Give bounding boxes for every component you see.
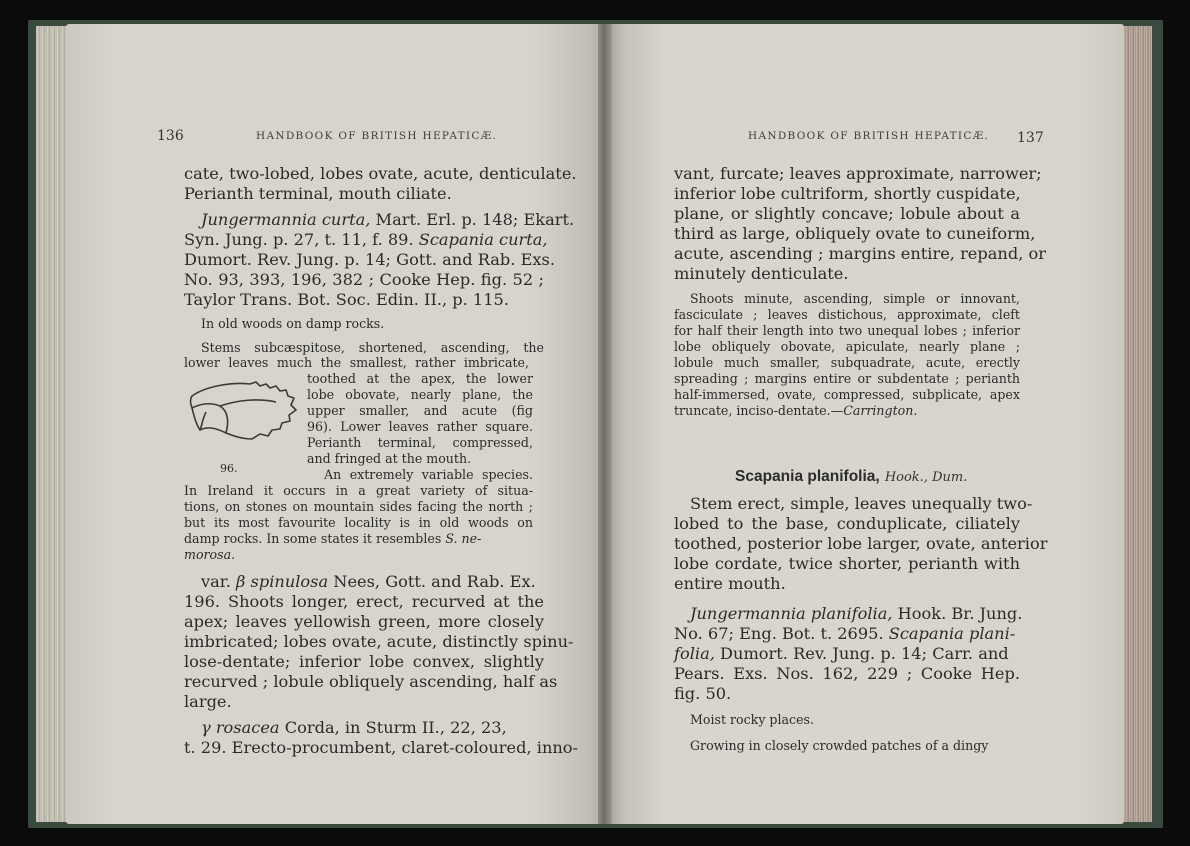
ref-text: Hook. Br. Jung. — [892, 604, 1023, 623]
reference-line: fig. 50. — [674, 684, 732, 703]
ref-taxon: folia, — [674, 644, 715, 663]
variety-line: large. — [184, 692, 232, 711]
ref-text: No. 67; Eng. Bot. t. 2695. — [674, 624, 889, 643]
text-line: acute, ascending ; margins entire, repand, or — [674, 244, 1046, 263]
variety-line: t. 29. Erecto-procumbent, claret-coloured, inno- — [184, 738, 579, 757]
desc-line: Stems subcæspitose, shortened, ascending, the — [201, 340, 544, 355]
small-text-line: lobule much smaller, subquadrate, acute, erectly — [674, 355, 1020, 370]
leaf-figure-96 — [186, 376, 304, 448]
reference-line: Taylor Trans. Bot. Soc. Edin. II., p. 115. — [184, 290, 509, 309]
variety-name: γ rosacea — [201, 718, 280, 737]
desc-line: and fringed at the mouth. — [307, 451, 472, 466]
species-authority: Hook., Dum. — [884, 470, 968, 485]
desc-line: Perianth terminal, compressed, — [307, 435, 533, 450]
desc-line: toothed, posterior lobe larger, ovate, anterior — [674, 534, 1048, 553]
desc-line: tions, on stones on mountain sides facing the north ; — [184, 499, 533, 514]
variety-line: apex; leaves yellowish green, more closely — [184, 612, 544, 631]
ref-text: Syn. Jung. p. 27, t. 11, f. 89. — [184, 230, 419, 249]
ref-taxon: Jungermannia curta, — [201, 210, 371, 229]
desc-line: 96). Lower leaves rather square. — [307, 419, 533, 434]
small-text-line: lobe obliquely obovate, apiculate, nearly plane ; — [674, 339, 1020, 354]
text-line: plane, or slightly concave; lobule about a — [674, 204, 1020, 223]
desc-line — [184, 531, 481, 547]
book-gutter — [598, 24, 612, 824]
small-text-line — [674, 403, 917, 419]
desc-text: damp rocks. In some states it resembles — [184, 531, 442, 546]
small-text-line: spreading ; margins entire or subdentate ; perianth — [674, 371, 1020, 386]
desc-line: An extremely variable species. — [324, 467, 533, 482]
species-heading — [735, 466, 967, 486]
species-ref: S. ne- — [445, 531, 482, 546]
reference-line — [184, 230, 548, 250]
text-line: minutely denticulate. — [674, 264, 849, 283]
habitat: In old woods on damp rocks. — [201, 316, 385, 331]
ref-taxon: Jungermannia planifolia, — [690, 604, 893, 623]
variety-line: recurved ; lobule obliquely ascending, half as — [184, 672, 558, 691]
desc-line: lobe obovate, nearly plane, the — [307, 387, 533, 402]
desc-line: lobe cordate, twice shorter, perianth with — [674, 554, 1020, 573]
small-text: truncate, inciso-dentate.— — [674, 403, 844, 418]
reference-line — [674, 644, 1009, 664]
small-text-line: half-immersed, ovate, compressed, subplicate, apex — [674, 387, 1020, 402]
variety-line — [201, 572, 536, 592]
reference-line — [201, 210, 574, 230]
species-title: Scapania planifolia, — [735, 468, 880, 485]
text-line: Perianth terminal, mouth ciliate. — [184, 184, 452, 203]
reference-line: Dumort. Rev. Jung. p. 14; Gott. and Rab. Exs. — [184, 250, 555, 269]
author-credit: Carrington. — [843, 403, 918, 418]
variety-line: 196. Shoots longer, erect, recurved at the — [184, 592, 544, 611]
desc-line: lobed to the base, conduplicate, ciliately — [674, 514, 1020, 533]
desc-line: but its most favourite locality is in old woods on — [184, 515, 533, 530]
variety-line: lose-dentate; inferior lobe convex, slightly — [184, 652, 544, 671]
desc-line: lower leaves much the smallest, rather imbricate, — [184, 355, 529, 370]
ref-taxon: Scapania plani- — [888, 624, 1016, 643]
left-page — [66, 24, 606, 824]
ref-text: Dumort. Rev. Jung. p. 14; Carr. and — [714, 644, 1009, 663]
ref-text: Mart. Erl. p. 148; Ekart. — [370, 210, 575, 229]
text-line: cate, two-lobed, lobes ovate, acute, denticulate. — [184, 164, 577, 183]
desc-line: upper smaller, and acute (fig — [307, 403, 533, 418]
var-prefix: var. — [201, 572, 237, 591]
variety-line — [201, 718, 507, 738]
page-number: 136 — [157, 128, 184, 144]
desc-line: morosa. — [184, 547, 236, 562]
reference-line: Pears. Exs. Nos. 162, 229 ; Cooke Hep. — [674, 664, 1020, 683]
ref-taxon: Scapania curta, — [418, 230, 548, 249]
var-text: Corda, in Sturm II., 22, 23, — [279, 718, 507, 737]
figure-label: 96. — [220, 462, 238, 475]
var-text: Nees, Gott. and Rab. Ex. — [328, 572, 536, 591]
desc-line: In Ireland it occurs in a great variety of situa- — [184, 483, 533, 498]
text-line: inferior lobe cultriform, shortly cuspidate, — [674, 184, 1021, 203]
desc-line: Stem erect, simple, leaves unequally two- — [690, 494, 1033, 513]
running-head: HANDBOOK OF BRITISH HEPATICÆ. — [748, 130, 990, 142]
reference-line — [674, 624, 1015, 644]
text-line: Growing in closely crowded patches of a dingy — [690, 738, 989, 753]
right-page — [604, 24, 1124, 824]
page-number: 137 — [1017, 130, 1044, 146]
text-line: vant, furcate; leaves approximate, narrower; — [674, 164, 1042, 183]
reference-line: No. 93, 393, 196, 382 ; Cooke Hep. fig. 52 ; — [184, 270, 544, 289]
desc-line: toothed at the apex, the lower — [307, 371, 533, 386]
variety-name: β spinulosa — [236, 572, 329, 591]
small-text-line: Shoots minute, ascending, simple or innovant, — [690, 291, 1020, 306]
small-text-line: for half their length into two unequal lobes ; inferior — [674, 323, 1020, 338]
habitat: Moist rocky places. — [690, 712, 815, 727]
running-head: HANDBOOK OF BRITISH HEPATICÆ. — [256, 130, 498, 142]
variety-line: imbricated; lobes ovate, acute, distinctly spinu- — [184, 632, 574, 651]
reference-line — [690, 604, 1022, 624]
text-line: third as large, obliquely ovate to cuneiform, — [674, 224, 1036, 243]
small-text-line: fasciculate ; leaves distichous, approximate, cleft — [674, 307, 1020, 322]
desc-line: entire mouth. — [674, 574, 786, 593]
